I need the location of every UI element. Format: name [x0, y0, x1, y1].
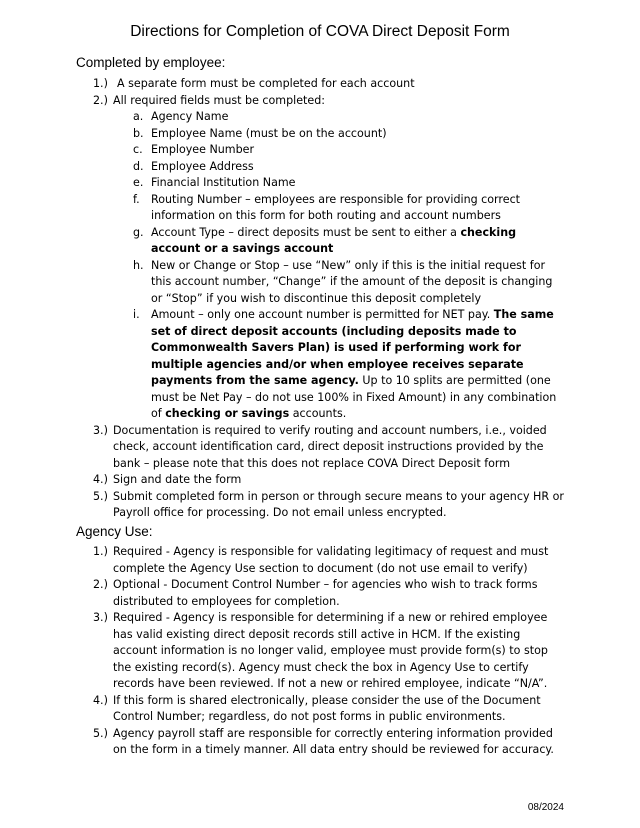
list-item [0, 610, 565, 693]
sub-list-letter: d. [133, 159, 144, 173]
list-number: 4.) [93, 473, 108, 486]
list-number: 5.) [93, 726, 108, 740]
sub-list-item [0, 175, 567, 192]
list-item-text: Documentation is required to verify routing and account numbers, i.e., voided check, account identification card, direct deposit instructions provided by the bank – please note that this does not replace COVA Direct Deposit form [113, 423, 547, 470]
list-item [0, 693, 565, 726]
sub-list-text: New or Change or Stop – use “New” only if this is the initial request for this account number, “Change” if the amount of the deposit is changing or “Stop” if you wish to discontinue this deposit completely [151, 258, 553, 305]
sub-list-item [0, 126, 567, 143]
sub-list-text: Up to 10 splits are permitted (one must be Net Pay – do not use 100% in Fixed Amount) in any combination of [151, 374, 557, 420]
sub-list-letter: b. [133, 126, 144, 140]
sub-list-text: Financial Institution Name [151, 176, 296, 189]
list-item-text: A separate form must be completed for each account [117, 77, 415, 90]
list-number: 3.) [93, 611, 108, 624]
list-item [0, 544, 565, 577]
sub-list-letter: h. [133, 258, 144, 272]
sub-list-letter: e. [133, 176, 144, 189]
list-item-text: Required - Agency is responsible for determining if a new or rehired employee has valid existing direct deposit records still active in HCM. If the existing account information is no longer valid, employee must provide form(s) to stop the existing record(s). Agency must check the box in Agency Use to certify records have been reviewed. If not a new or rehired employee, indicate “N/A”. [113, 611, 548, 690]
sub-list-item [0, 142, 567, 159]
list-number: 2.) [93, 93, 108, 107]
sub-list-text: Employee Address [151, 159, 254, 173]
list-item [0, 472, 565, 489]
employee-instructions-list [0, 76, 640, 522]
sub-list-letter: i. [133, 308, 140, 321]
list-number: 3.) [93, 423, 108, 437]
list-item [0, 489, 565, 522]
list-item [0, 76, 565, 93]
list-item-text: Required - Agency is responsible for validating legitimacy of request and must complete the Agency Use section to document (do not use email to verify) [113, 545, 549, 575]
list-item-text: All required fields must be completed: [113, 93, 326, 107]
sub-list-item [0, 258, 567, 308]
sub-list-letter: g. [133, 225, 144, 239]
revision-date: 08/2024 [527, 802, 564, 813]
agency-section-heading: Agency Use: [76, 524, 153, 539]
sub-list-text: Employee Number [151, 143, 255, 156]
sub-list-text: Amount – only one account number is permitted for NET pay. [151, 308, 494, 321]
sub-list-text: Account Type – direct deposits must be sent to either a [151, 225, 461, 239]
sub-list-text: accounts. [289, 407, 347, 420]
sub-list-bold-text: checking or savings [165, 407, 290, 420]
list-item [0, 726, 565, 759]
list-item [0, 577, 565, 610]
sub-list-letter: c. [133, 143, 143, 156]
list-number: 1.) [93, 545, 108, 558]
sub-list-bold-text: The same set of direct deposit accounts (including deposits made to Commonwealth Savers Plan) is used if performing work for multiple agencies and/or when employee receives separate payments from the same agency. [151, 308, 554, 387]
list-item [0, 93, 565, 110]
sub-list-item [0, 192, 567, 225]
list-number: 5.) [93, 489, 108, 503]
sub-list-item [0, 109, 567, 126]
sub-list-bold-text: checking account or a savings account [151, 225, 517, 255]
sub-list-item [0, 307, 567, 423]
list-item-text: Agency payroll staff are responsible for correctly entering information provided on the form in a timely manner. All data entry should be reviewed for accuracy. [113, 726, 554, 756]
sub-list-text: Routing Number – employees are responsible for providing correct information on this form for both routing and account numbers [151, 192, 521, 222]
employee-section-heading: Completed by employee: [76, 55, 226, 70]
list-item-text: Optional - Document Control Number – for agencies who wish to track forms distributed to employees for completion. [113, 578, 538, 608]
list-number: 4.) [93, 693, 108, 707]
list-item-text: Sign and date the form [113, 473, 242, 486]
agency-instructions-list [0, 544, 640, 759]
sub-list-letter: a. [133, 110, 144, 123]
list-item-text: If this form is shared electronically, please consider the use of the Document Control Number; regardless, do not post forms in public environments. [113, 693, 541, 723]
sub-list-text: Employee Name (must be on the account) [151, 126, 387, 140]
list-number: 1.) [93, 77, 108, 90]
page-title: Directions for Completion of COVA Direct Deposit Form [130, 23, 510, 40]
sub-list-letter: f. [133, 192, 140, 206]
list-item-text: Submit completed form in person or through secure means to your agency HR or Payroll office for processing. Do not email unless encrypted. [113, 489, 564, 519]
list-item [0, 423, 565, 473]
sub-list-text: Agency Name [151, 110, 229, 123]
sub-list-item [0, 225, 567, 258]
list-number: 2.) [93, 578, 108, 591]
sub-list-item [0, 159, 567, 176]
